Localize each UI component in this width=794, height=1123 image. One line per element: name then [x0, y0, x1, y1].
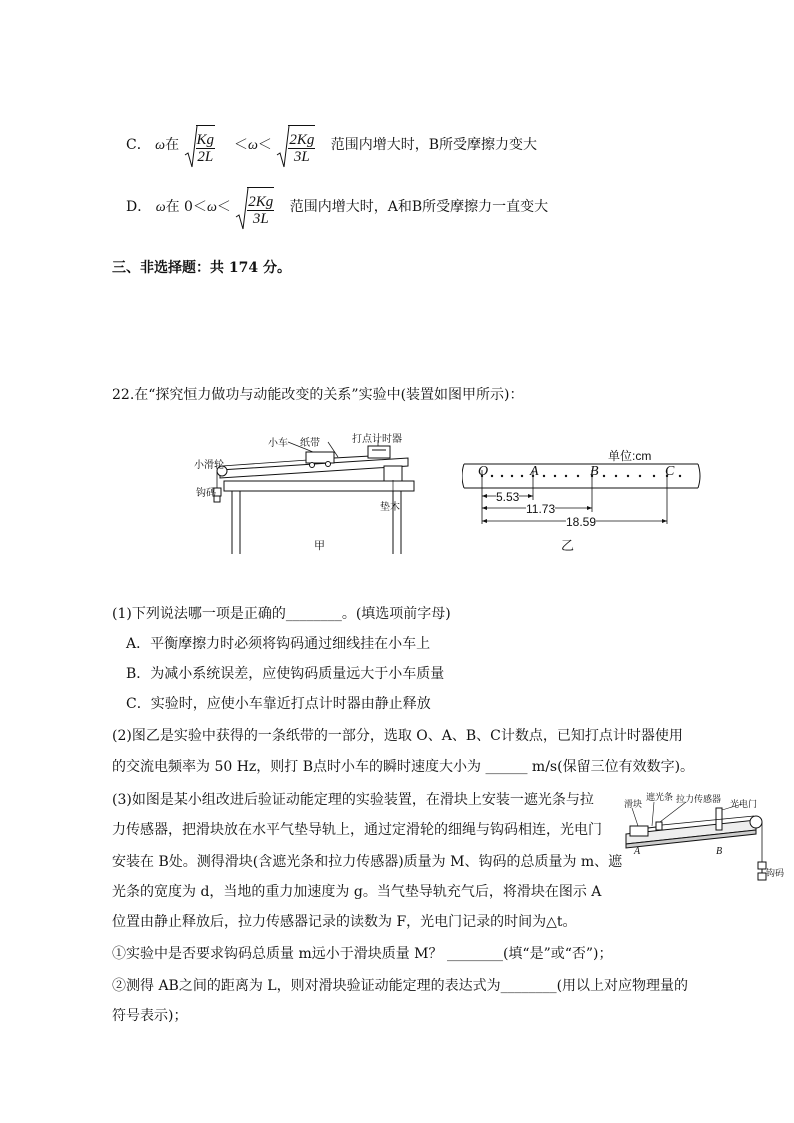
- label-strip: 遮光条: [646, 793, 674, 803]
- option-d-letter: D．: [126, 199, 152, 215]
- point-c: C: [665, 464, 675, 479]
- point-a: A: [530, 464, 539, 479]
- label-sensor: 拉力传感器: [676, 795, 722, 805]
- label-slider: 滑块: [624, 800, 643, 810]
- option-c-zai: 在: [165, 137, 180, 153]
- part-3-sub-1: ①实验中是否要求钩码总质量 m远小于滑块质量 M？ ________(填“是”或“否”)；: [112, 946, 613, 962]
- option-c-letter: C．: [126, 137, 151, 153]
- part-1-question: (1)下列说法哪一项是正确的________。(填选项前字母): [112, 606, 451, 622]
- part-3-line-4: 光条的宽度为 d，当地的重力加速度为 g。当气垫导轨充气后，将滑块在图示 A: [112, 884, 602, 900]
- less-than: ＜: [192, 199, 207, 215]
- label-block: 垫木: [380, 502, 400, 513]
- part-3-line-1: (3)如图是某小组改进后验证动能定理的实验装置，在滑块上安装一遮光条与拉: [112, 792, 594, 808]
- sqrt-2kg-3l: [276, 125, 326, 165]
- part-3-line-3: 安装在 B处。测得滑块(含遮光条和拉力传感器)质量为 M、钩码的总质量为 m、遮: [112, 854, 623, 870]
- tape-unit: 单位:cm: [608, 449, 652, 463]
- part-3-sub-2-cont: 符号表示)；: [112, 1008, 188, 1024]
- part-2-line-1: (2)图乙是实验中获得的一条纸带的一部分，选取 O、A、B、C计数点，已知打点计时器使用: [112, 728, 683, 744]
- caption-jia: 甲: [314, 539, 325, 552]
- sqrt-kg-2l: [184, 125, 230, 165]
- sqrt-2kg-3l: [235, 187, 285, 227]
- point-b: B: [590, 464, 599, 479]
- part-1-option-b: B．为减小系统误差，应使钩码质量远大于小车质量: [126, 666, 445, 682]
- option-d-zai: 在 0: [165, 199, 193, 215]
- frac-numerator: 2Kg: [289, 131, 315, 148]
- omega-symbol: ω: [155, 200, 166, 215]
- label-point-b: B: [716, 846, 723, 857]
- label-weight: 钩码: [196, 488, 216, 499]
- less-than: ＜: [233, 137, 248, 153]
- caption-yi: 乙: [561, 539, 575, 554]
- label-weight: 钩码: [766, 869, 785, 879]
- less-than: ＜: [216, 199, 231, 215]
- frac-denominator: 2L: [197, 148, 214, 165]
- less-than: ＜: [257, 137, 272, 153]
- section-heading: 三、非选择题：共 174 分。: [112, 260, 291, 276]
- part-1-option-a: A．平衡摩擦力时必须将钩码通过细线挂在小车上: [126, 636, 431, 652]
- label-gate: 光电门: [730, 800, 758, 810]
- option-d: [126, 186, 548, 228]
- label-tape: 纸带: [300, 438, 320, 449]
- part-2-line-2: 的交流电频率为 50 Hz，则打 B点时小车的瞬时速度大小为 ______ m/s(保留三位有效数字)。: [112, 759, 695, 775]
- label-pulley: 小滑轮: [194, 460, 224, 471]
- point-o: O: [478, 464, 489, 479]
- omega-symbol: ω: [206, 200, 217, 215]
- label-cart: 小车: [268, 438, 288, 449]
- frac-numerator: 2Kg: [248, 193, 274, 210]
- frac-denominator: 3L: [293, 148, 310, 165]
- omega-symbol: ω: [155, 138, 166, 153]
- part-3-line-5: 位置由静止释放后，拉力传感器记录的读数为 F，光电门记录的时间为△t。: [112, 914, 577, 930]
- distance-ob: 11.73: [526, 502, 556, 516]
- option-d-text: 范围内增大时，A和B所受摩擦力一直变大: [289, 199, 549, 215]
- frac-denominator: 3L: [252, 210, 269, 227]
- distance-oa: 5.53: [496, 490, 520, 504]
- option-c: [126, 124, 537, 166]
- part-3-sub-2: ②测得 AB之间的距离为 L，则对滑块验证动能定理的表达式为________(用以上对应物理量的: [112, 978, 689, 994]
- label-point-a: A: [634, 846, 641, 857]
- label-timer: 打点计时器: [352, 434, 402, 445]
- option-c-text: 范围内增大时，B所受摩擦力变大: [330, 137, 538, 153]
- question-22-stem: 22.在“探究恒力做功与动能改变的关系”实验中(装置如图甲所示)：: [112, 387, 524, 403]
- frac-numerator: Kg: [196, 131, 215, 148]
- part-3-line-2: 力传感器，把滑块放在水平气垫导轨上，通过定滑轮的细绳与钩码相连，光电门: [112, 822, 602, 838]
- distance-oc: 18.59: [566, 515, 597, 529]
- omega-symbol: ω: [247, 138, 258, 153]
- part-1-option-c: C．实验时，应使小车靠近打点计时器由静止释放: [126, 696, 431, 712]
